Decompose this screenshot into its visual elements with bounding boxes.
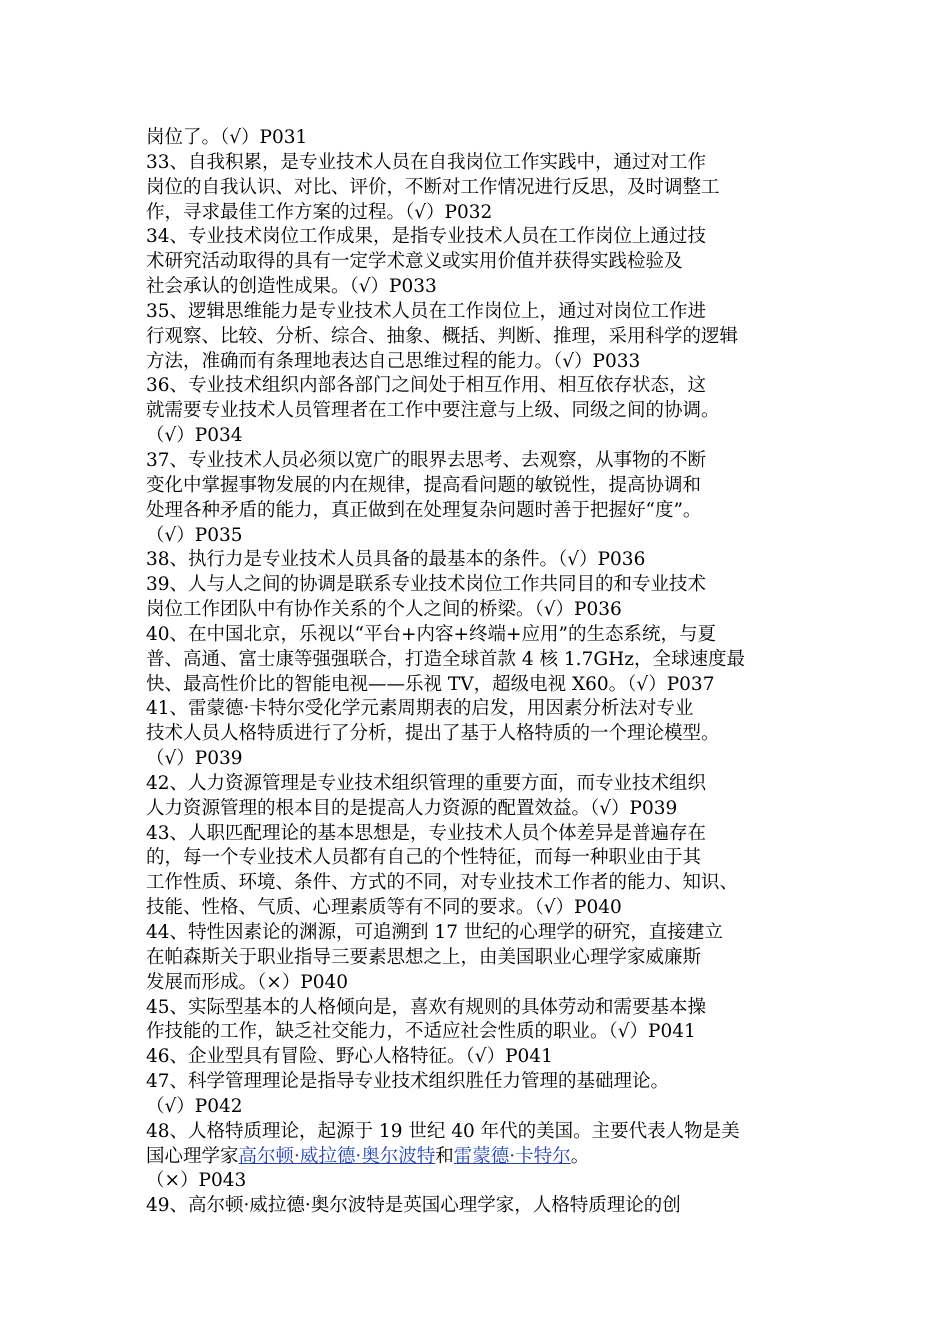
text-line: 35、逻辑思维能力是专业技术人员在工作岗位上，通过对岗位工作进 xyxy=(146,300,707,322)
text-segment: 。 xyxy=(570,1145,590,1167)
text-line: 33、自我积累，是专业技术人员在自我岗位工作实践中，通过对工作 xyxy=(146,151,707,173)
text-line: 40、在中国北京，乐视以“平台+内容+终端+应用”的生态系统，与夏 xyxy=(146,623,716,645)
text-line: 发展而形成。（×）P040 xyxy=(146,971,349,993)
text-line: 44、特性因素论的渊源，可追溯到 17 世纪的心理学的研究，直接建立 xyxy=(146,922,723,943)
text-line: 38、执行力是专业技术人员具备的最基本的条件。（√）P036 xyxy=(146,549,646,571)
text-line: 作技能的工作，缺乏社交能力，不适应社会性质的职业。（√）P041 xyxy=(146,1021,696,1043)
text-line: 普、高通、富士康等强强联合，打造全球首款 4 核 1.7GHz，全球速度最 xyxy=(146,648,745,670)
text-line: 技术人员人格特质进行了分析，提出了基于人格特质的一个理论模型。 xyxy=(146,723,720,745)
text-line: 行观察、比较、分析、综合、抽象、概括、判断、推理，采用科学的逻辑 xyxy=(146,325,739,347)
text-line: 工作性质、环境、条件、方式的不同，对专业技术工作者的能力、知识、 xyxy=(146,872,739,894)
text-line: 的，每一个专业技术人员都有自己的个性特征，而每一种职业由于其 xyxy=(146,847,702,869)
text-line: 岗位的自我认识、对比、评价，不断对工作情况进行反思，及时调整工 xyxy=(146,176,720,198)
text-line: 社会承认的创造性成果。（√）P033 xyxy=(146,276,437,298)
text-line: 47、科学管理理论是指导专业技术组织胜任力管理的基础理论。 xyxy=(146,1071,670,1093)
link-allport[interactable]: 高尔顿·威拉德·奥尔波特 xyxy=(238,1145,436,1167)
text-line: （√）P035 xyxy=(146,524,243,546)
text-line: 34、专业技术岗位工作成果，是指专业技术人员在工作岗位上通过技 xyxy=(146,226,707,248)
text-line: 术研究活动取得的具有一定学术意义或实用价值并获得实践检验及 xyxy=(146,251,683,273)
text-line: 方法，准确而有条理地表达自己思维过程的能力。（√）P033 xyxy=(146,350,641,372)
text-line: 36、专业技术组织内部各部门之间处于相互作用、相互依存状态，这 xyxy=(146,375,707,397)
text-lines-tail xyxy=(146,1169,810,1219)
text-line: （√）P034 xyxy=(146,425,243,447)
text-line: 43、人职匹配理论的基本思想是，专业技术人员个体差异是普遍存在 xyxy=(146,822,707,844)
text-segment: 和 xyxy=(435,1145,454,1167)
text-line: 人力资源管理的根本目的是提高人力资源的配置效益。（√）P039 xyxy=(146,797,678,819)
text-line: 45、实际型基本的人格倾向是，喜欢有规则的具体劳动和需要基本操 xyxy=(146,996,707,1018)
text-line: 41、雷蒙德·卡特尔受化学元素周期表的启发，用因素分析法对专业 xyxy=(146,698,694,720)
text-line: 技能、性格、气质、心理素质等有不同的要求。（√）P040 xyxy=(146,897,622,919)
text-line-42 xyxy=(146,1145,810,1170)
text-line: （×）P043 xyxy=(146,1170,247,1192)
text-line: 39、人与人之间的协调是联系专业技术岗位工作共同目的和专业技术 xyxy=(146,574,707,596)
text-line: 在帕森斯关于职业指导三要素思想之上，由美国职业心理学家威廉斯 xyxy=(146,946,702,968)
text-line: 变化中掌握事物发展的内在规律，提高看问题的敏锐性，提高协调和 xyxy=(146,474,702,496)
text-line: （√）P042 xyxy=(146,1095,243,1117)
text-line: 42、人力资源管理是专业技术组织管理的重要方面，而专业技术组织 xyxy=(146,772,707,794)
text-line: 岗位了。（√）P031 xyxy=(146,127,308,148)
text-line: 48、人格特质理论，起源于 19 世纪 40 年代的美国。主要代表人物是美 xyxy=(146,1120,740,1142)
text-line: 49、高尔顿·威拉德·奥尔波特是英国心理学家，人格特质理论的创 xyxy=(146,1195,681,1217)
text-line: 作，寻求最佳工作方案的过程。（√）P032 xyxy=(146,201,493,223)
text-segment: 国心理学家 xyxy=(146,1145,239,1167)
text-line: 快、最高性价比的智能电视——乐视 TV，超级电视 X60。（√）P037 xyxy=(146,673,715,695)
text-line: （√）P039 xyxy=(146,748,243,770)
text-line: 岗位工作团队中有协作关系的个人之间的桥梁。（√）P036 xyxy=(146,599,622,621)
text-lines xyxy=(146,126,810,1145)
text-line: 46、企业型具有冒险、野心人格特征。（√）P041 xyxy=(146,1046,553,1068)
document-body xyxy=(146,126,810,1219)
text-line: 37、专业技术人员必须以宽广的眼界去思考、去观察，从事物的不断 xyxy=(146,449,707,471)
text-line: 就需要专业技术人员管理者在工作中要注意与上级、同级之间的协调。 xyxy=(146,400,720,422)
text-line: 处理各种矛盾的能力，真正做到在处理复杂问题时善于把握好“度”。 xyxy=(146,499,702,521)
link-cattell[interactable]: 雷蒙德·卡特尔 xyxy=(453,1145,571,1167)
